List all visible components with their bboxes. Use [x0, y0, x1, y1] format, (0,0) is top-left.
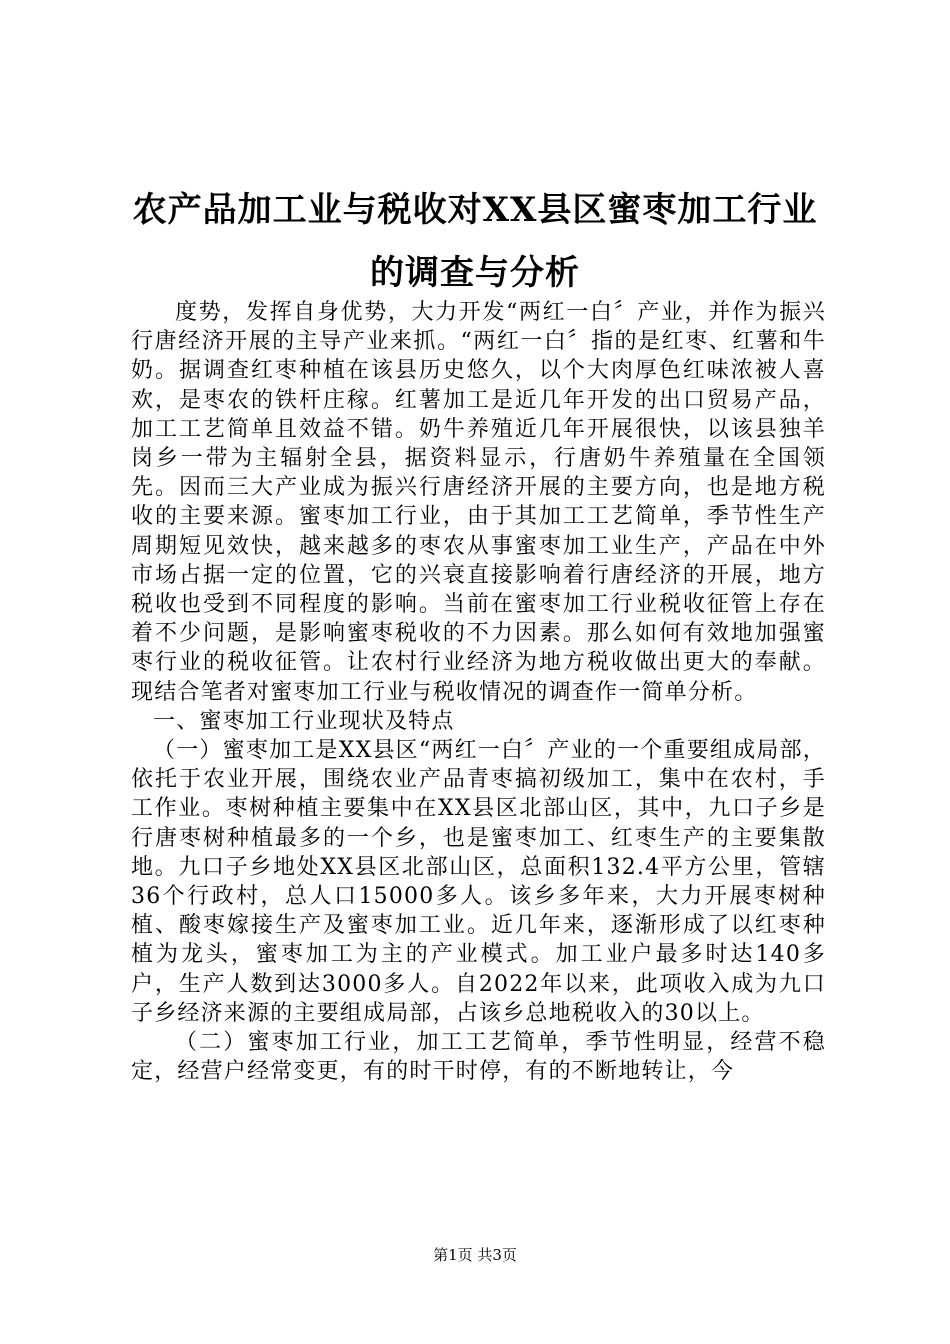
document-title-line-1: 农产品加工业与税收对XX县区蜜枣加工行业	[132, 190, 818, 230]
paragraph-subsection-1: （一）蜜枣加工是XX县区“两红一白〞产业的一个重要组成局部，依托于农业开展，围绕农业产品青枣搞初级加工，集中在农村，手工作业。枣树种植主要集中在XX县区北部山区，其中，九口子乡是行唐枣树种植最多的一个乡，也是蜜枣加工、红枣生产的主要集散地。九口子乡地处XX县区北部山区，总面积132.4平方公里，管辖36个行政村，总人口15000多人。该乡多年来，大力开展枣树种植、酸枣嫁接生产及蜜枣加工业。近几年来，逐渐形成了以红枣种植为龙头，蜜枣加工为主的产业模式。加工业户最多时达140多户，生产人数到达3000多人。自2022年以来，此项收入成为九口子乡经济来源的主要组成局部，占该乡总地税收入的30以上。	[131, 738, 826, 1026]
document-title-line-2: 的调查与分析	[370, 253, 580, 293]
section-heading-1: 一、蜜枣加工行业现状及特点	[153, 708, 455, 734]
paragraph-intro: 度势，发挥自身优势，大力开发“两红一白〞产业，并作为振兴行唐经济开展的主导产业来抓。“两红一白〞指的是红枣、红薯和牛奶。据调查红枣种植在该县历史悠久，以个大肉厚色红味浓被人喜欢，是枣农的铁杆庄稼。红薯加工是近几年开发的出口贸易产品，加工工艺简单且效益不错。奶牛养殖近几年开展很快，以该县独羊岗乡一带为主辐射全县，据资料显示，行唐奶牛养殖量在全国领先。因而三大产业成为振兴行唐经济开展的主要方向，也是地方税收的主要来源。蜜枣加工行业，由于其加工工艺简单，季节性生产周期短见效快，越来越多的枣农从事蜜枣加工业生产，产品在中外市场占据一定的位置，它的兴衰直接影响着行唐经济的开展，地方税收也受到不同程度的影响。当前在蜜枣加工行业税收征管上存在着不少问题，是影响蜜枣税收的不力因素。那么如何有效地加强蜜枣行业的税收征管。让农村行业经济为地方税收做出更大的奉献。现结合笔者对蜜枣加工行业与税收情况的调查作一简单分析。	[131, 300, 826, 705]
document-body	[131, 298, 826, 1086]
paragraph-subsection-2: （二）蜜枣加工行业，加工工艺简单，季节性明显，经营不稳定，经营户经常变更，有的时干时停，有的不断地转让，今	[131, 1030, 826, 1085]
page-footer: 第1页 共3页	[433, 1246, 517, 1264]
